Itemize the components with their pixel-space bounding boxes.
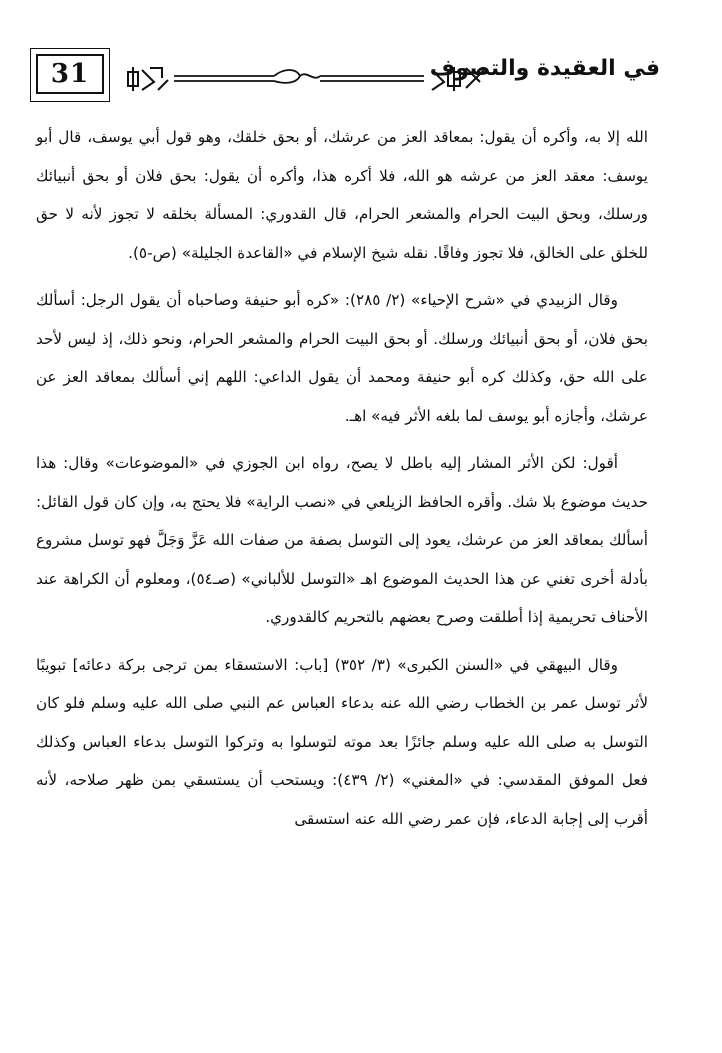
- page-number-frame: [36, 54, 104, 94]
- page-header: [28, 50, 660, 106]
- paragraph: أقول: لكن الأثر المشار إليه باطل لا يصح، رواه ابن الجوزي في «الموضوعات» وقال: هذا حديث موضوع بلا شك. وأقره الحافظ الزيلعي في «نصب الراية» فلا يحتج به، وإن كان قول القائل: أسألك بمعاقد العز من عرشك، يعود إلى التوسل بصفة من صفات الله عَزَّ وَجَلَّ فهو توسل مشروع بأدلة أخرى تغني عن هذا الحديث الموضوع اهـ «التوسل للألباني» (صـ٥٤)، ومعلوم أن الكراهة عند الأحناف تحريمية إذا أطلقت وصرح بعضهم بالتحريم كالقدوري.: [36, 454, 649, 626]
- paragraph: وقال الزبيدي في «شرح الإحياء» (٢/ ٢٨٥): «كره أبو حنيفة وصاحباه أن يقول الرجل: أسألك بحق فلان، أو بحق أنبيائك ورسلك. أو بحق البيت الحرام والمشعر الحرام، ونحو ذلك، إذ ليس لأحد على الله حق، وكذلك كره أبو حنيفة ومحمد أن يقول الداعي: اللهم إني أسألك بمعاقد العز عن عرشك، وأجازه أبو يوسف لما بلغه الأثر فيه» اهـ.: [36, 291, 648, 425]
- page-number: 31: [50, 59, 90, 89]
- paragraph: الله إلا به، وأكره أن يقول: بمعاقد العز من عرشك، أو بحق خلقك، وهو قول أبي يوسف، قال أبو يوسف: معقد العز من عرشه هو الله، فلا أكره هذا، وأكره أن يقول: بحق فلان أو بحق أنبيائك ورسلك، وبحق البيت الحرام والمشعر الحرام، قال القدوري: المسألة بخلقه لا تجوز لأنه لا حق للخلق على الخالق، فلا تجوز وفاقًا. نقله شيخ الإسلام في «القاعدة الجليلة» (ص-٥).: [36, 128, 648, 262]
- running-title: في العقيدة والتصوف: [429, 56, 660, 81]
- body-text: [36, 118, 648, 838]
- paragraph: وقال البيهقي في «السنن الكبرى» (٣/ ٣٥٢) [باب: الاستسقاء بمن ترجى بركة دعائه] تبويبًا لأثر توسل عمر بن الخطاب رضي الله عنه بدعاء العباس عم النبي صلى الله عليه وسلم فلو كان التوسل به صلى الله عليه وسلم جائزًا بعد موته لتوسلوا به وتركوا التوسل بدعاء العباس وكذلك فعل الموفق المقدسي: في «المغني» (٢/ ٤٣٩): ويستحب أن يستسقي بمن ظهر صلاحه، لأنه أقرب إلى إجابة الدعاء، فإن عمر رضي الله عنه استسقى: [36, 655, 648, 828]
